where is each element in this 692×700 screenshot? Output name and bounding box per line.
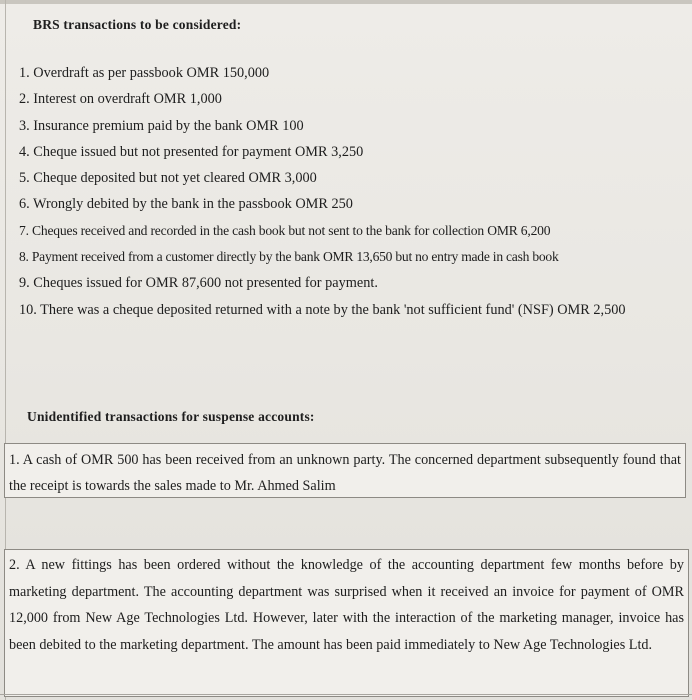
brs-item-5: 5. Cheque deposited but not yet cleared OMR 3,000 [19, 170, 317, 187]
brs-transaction-list [19, 60, 681, 323]
brs-heading: BRS transactions to be considered: [33, 17, 242, 32]
suspense-item-2: 2. A new fittings has been ordered without the knowledge of the accounting department few months before by marketing department. The accounting department was surprised when it received an invoice for payment of OMR 12,000 from New Age Technologies Ltd. However, later with the interaction of the marketing manager, invoice has been debited to the marketing department. The amount has been paid immediately to New Age Technologies Ltd. [9, 557, 684, 653]
brs-item-4: 4. Cheque issued but not presented for payment OMR 3,250 [19, 143, 364, 160]
brs-item-8: 8. Payment received from a customer directly by the bank OMR 13,650 but no entry made in cash book [19, 249, 559, 265]
brs-item-9: 9. Cheques issued for OMR 87,600 not presented for payment. [19, 275, 378, 292]
suspense-item-1-box [4, 443, 686, 498]
suspense-heading: Unidentified transactions for suspense accounts: [27, 409, 315, 424]
brs-item-10: 10. There was a cheque deposited returned with a note by the bank 'not sufficient fund' (NSF) OMR 2,500 [19, 301, 626, 318]
brs-item-6: 6. Wrongly debited by the bank in the passbook OMR 250 [19, 196, 353, 213]
suspense-item-2-box [4, 549, 689, 697]
bottom-edge [0, 694, 692, 695]
suspense-item-1: 1. A cash of OMR 500 has been received from an unknown party. The concerned department subsequently found that the receipt is towards the sales made to Mr. Ahmed Salim [9, 452, 681, 494]
brs-item-2: 2. Interest on overdraft OMR 1,000 [19, 91, 222, 108]
brs-item-7: 7. Cheques received and recorded in the cash book but not sent to the bank for collection OMR 6,200 [19, 222, 551, 238]
brs-item-3: 3. Insurance premium paid by the bank OMR 100 [19, 117, 304, 134]
top-edge [0, 0, 692, 4]
brs-item-1: 1. Overdraft as per passbook OMR 150,000 [19, 65, 270, 81]
